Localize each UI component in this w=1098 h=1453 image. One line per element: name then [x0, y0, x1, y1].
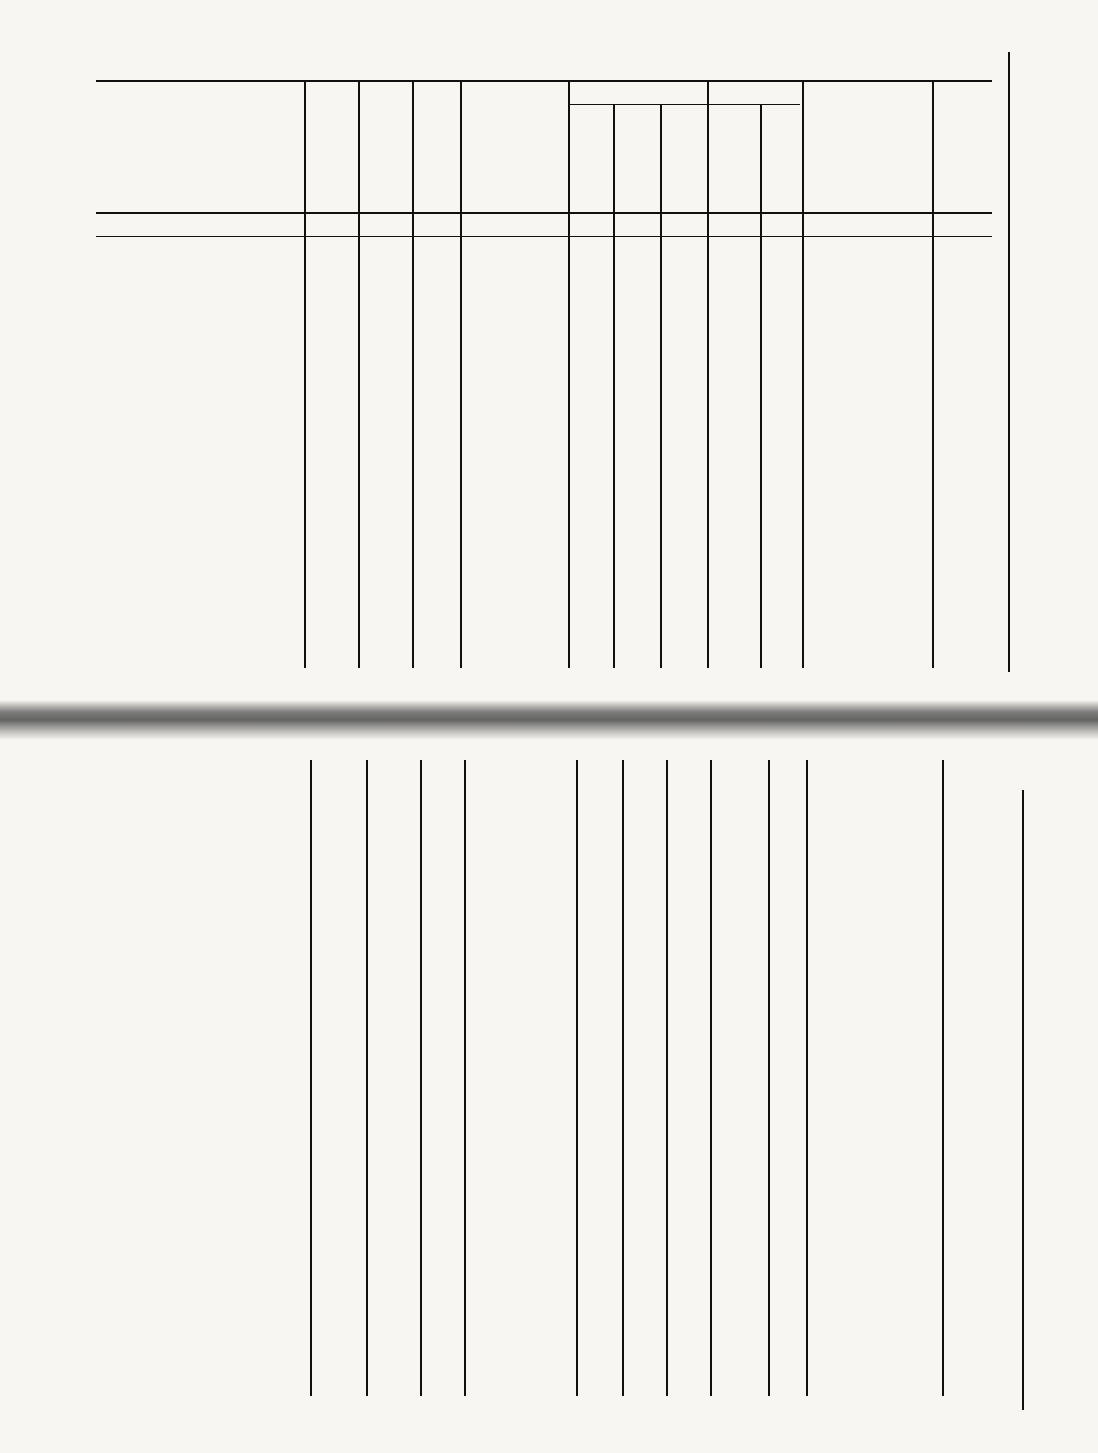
vline [568, 82, 570, 668]
header-depth [670, 110, 698, 208]
side-running-header-bottom [1030, 790, 1060, 1390]
header-mass-oil [768, 110, 796, 208]
page-235 [0, 746, 1098, 1453]
vline [412, 82, 414, 668]
header-width [624, 110, 652, 208]
scan-artifact [0, 700, 1098, 740]
vline [760, 104, 762, 668]
vline [806, 760, 808, 1396]
vline [802, 82, 804, 668]
header-mass-switch [720, 110, 750, 208]
vline [932, 82, 934, 668]
header-bottom-rule [96, 212, 992, 214]
header-own-off [308, 86, 358, 208]
page-234 [0, 0, 1098, 692]
vline [666, 760, 668, 1396]
vline [358, 82, 360, 668]
vline [366, 760, 368, 1396]
table-top-rule [96, 80, 992, 82]
vline [710, 760, 712, 1396]
vline [460, 82, 462, 668]
vline [942, 760, 944, 1396]
vline [660, 104, 662, 668]
header-height [578, 110, 606, 208]
vline [310, 760, 312, 1396]
vline [768, 760, 770, 1396]
side-rule-bottom [1022, 790, 1024, 1410]
vline [707, 82, 709, 668]
vline [464, 760, 466, 1396]
vline [613, 104, 615, 668]
vline [304, 82, 306, 668]
side-running-header-top [1015, 56, 1045, 696]
side-rule-top [1008, 52, 1010, 672]
dims-subrule [570, 104, 800, 105]
colnum-bottom-rule [96, 236, 992, 237]
vline [420, 760, 422, 1396]
header-price [942, 110, 982, 208]
vline [622, 760, 624, 1396]
header-min-pause [416, 86, 460, 208]
header-own-on [362, 86, 412, 208]
vline [576, 760, 578, 1396]
